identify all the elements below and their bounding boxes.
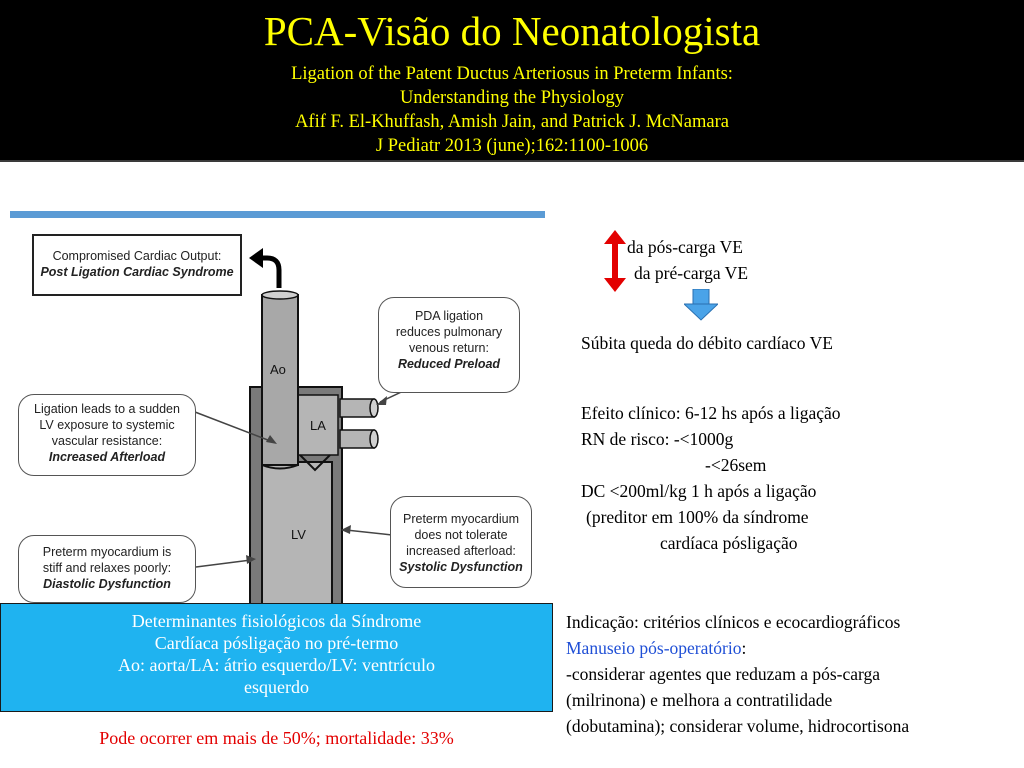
callout-reduced-preload bbox=[378, 297, 520, 393]
pulmonary-vein-upper bbox=[340, 399, 374, 417]
callout-increased-afterload-line4: Increased Afterload bbox=[48, 450, 166, 464]
systolic-pointer bbox=[346, 530, 392, 535]
callout-diastolic-dysfunction-line3: Diastolic Dysfunction bbox=[43, 577, 171, 591]
article-title-line2: Understanding the Physiology bbox=[399, 88, 625, 108]
callout-reduced-preload-line3: venous return: bbox=[409, 341, 489, 355]
label-lv: LV bbox=[291, 527, 306, 542]
management-heading bbox=[566, 635, 746, 661]
determinants-line2: Cardíaca pósligação no pré-termo bbox=[154, 633, 399, 653]
preload-text: da pré-carga VE bbox=[634, 263, 749, 283]
callout-systolic-dysfunction-line1: Preterm myocardium bbox=[403, 512, 519, 526]
callout-increased-afterload-line1: Ligation leads to a sudden bbox=[34, 402, 180, 416]
accent-bar bbox=[10, 211, 545, 218]
article-journal: J Pediatr 2013 (june);162:1100-1006 bbox=[375, 136, 649, 156]
callout-reduced-preload-line4: Reduced Preload bbox=[397, 357, 501, 371]
header-divider bbox=[0, 160, 1024, 162]
mortality-footer: Pode ocorrer em mais de 50%; mortalidade: 33% bbox=[99, 728, 454, 748]
management-text-3: (dobutamina); considerar volume, hidrocortisona bbox=[566, 716, 910, 736]
callout-compromised-output-line1: Compromised Cardiac Output: bbox=[52, 249, 222, 263]
afterload-text: da pós-carga VE bbox=[627, 237, 743, 257]
label-ao: Ao bbox=[270, 362, 286, 377]
callout-systolic-dysfunction-line2: does not tolerate bbox=[414, 528, 508, 542]
down-arrow-icon bbox=[684, 289, 718, 321]
label-la: LA bbox=[310, 418, 326, 433]
determinants-box bbox=[0, 603, 553, 712]
up-down-arrow-icon bbox=[604, 230, 626, 292]
callout-systolic-dysfunction bbox=[390, 496, 532, 588]
callout-compromised-output-line2: Post Ligation Cardiac Syndrome bbox=[40, 265, 234, 279]
callout-diastolic-dysfunction-line1: Preterm myocardium is bbox=[42, 545, 172, 559]
callout-compromised-output bbox=[32, 234, 242, 296]
diastolic-pointer bbox=[196, 560, 251, 567]
management-text-2: (milrinona) e melhora a contratilidade bbox=[566, 690, 833, 710]
callout-diastolic-dysfunction bbox=[18, 535, 196, 603]
management-label: Manuseio pós-operatório bbox=[566, 638, 742, 658]
determinants-line1: Determinantes fisiológicos da Síndrome bbox=[131, 611, 422, 631]
dc-text: DC <200ml/kg 1 h após a ligação bbox=[581, 481, 817, 501]
article-title-line1: Ligation of the Patent Ductus Arteriosus in Preterm Infants: bbox=[291, 64, 733, 84]
callout-reduced-preload-line1: PDA ligation bbox=[414, 309, 484, 323]
predictor-text-2: cardíaca pósligação bbox=[660, 533, 798, 553]
callout-reduced-preload-line2: reduces pulmonary bbox=[395, 325, 503, 339]
indication-text: Indicação: critérios clínicos e ecocardiográficos bbox=[566, 612, 901, 632]
risk-text-2: -<26sem bbox=[705, 455, 767, 475]
callout-diastolic-dysfunction-line2: stiff and relaxes poorly: bbox=[42, 561, 172, 575]
determinants-line4: esquerdo bbox=[244, 677, 309, 697]
pulmonary-vein-lower bbox=[340, 430, 374, 448]
clinical-effect-text: Efeito clínico: 6-12 hs após a ligação bbox=[581, 403, 841, 423]
title-header bbox=[0, 0, 1024, 160]
management-colon: : bbox=[741, 638, 747, 658]
outflow-arrow bbox=[262, 258, 279, 288]
management-text-1: -considerar agentes que reduzam a pós-carga bbox=[566, 664, 881, 684]
callout-increased-afterload-line3: vascular resistance: bbox=[51, 434, 163, 448]
callout-increased-afterload bbox=[18, 394, 196, 476]
predictor-text-1: (preditor em 100% da síndrome bbox=[586, 507, 809, 527]
callout-increased-afterload-line2: LV exposure to systemic bbox=[39, 418, 175, 432]
risk-text-1: RN de risco: -<1000g bbox=[581, 429, 734, 449]
article-authors: Afif F. El-Khuffash, Amish Jain, and Patrick J. McNamara bbox=[295, 112, 729, 132]
determinants-line3: Ao: aorta/LA: átrio esquerdo/LV: ventrículo bbox=[118, 655, 435, 675]
slide-title: PCA-Visão do Neonatologista bbox=[263, 8, 761, 54]
callout-systolic-dysfunction-line4: Systolic Dysfunction bbox=[399, 560, 523, 574]
callout-systolic-dysfunction-line3: increased afterload: bbox=[406, 544, 516, 558]
sudden-drop-text: Súbita queda do débito cardíaco VE bbox=[581, 333, 833, 353]
